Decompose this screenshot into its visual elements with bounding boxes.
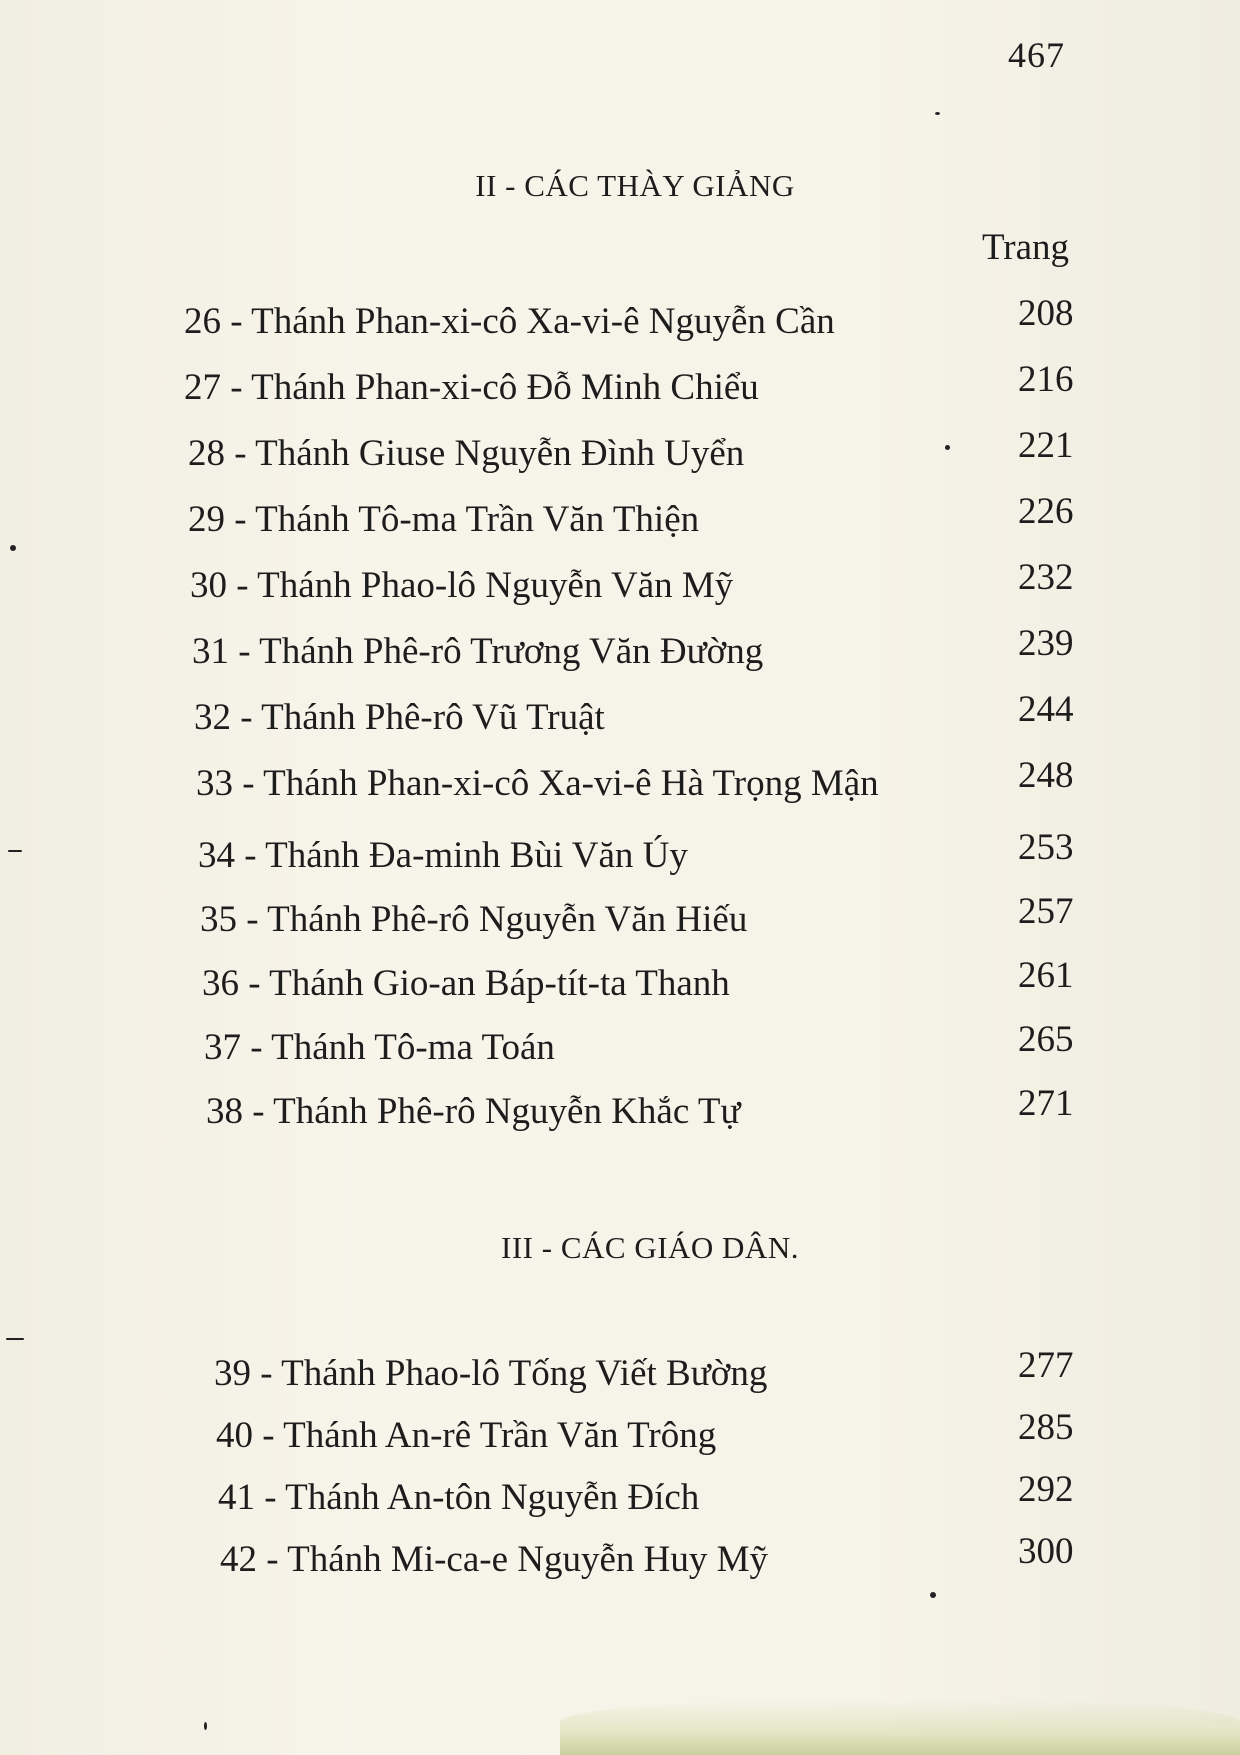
toc-entry-page: 261 [1018,955,1074,996]
toc-entry [0,491,1240,548]
toc-entry-page: 244 [1018,689,1074,730]
toc-entry-page: 208 [1018,293,1074,334]
toc-entry [0,623,1240,680]
toc-entry [0,891,1240,948]
page-column-header: Trang [982,227,1070,268]
toc-entry [0,955,1240,1012]
toc-entry-page: 277 [1018,1345,1074,1386]
toc-entry [0,1345,1240,1402]
toc-entry-title: 41 - Thánh An-tôn Nguyễn Đích [218,1477,700,1518]
toc-entry-title: 39 - Thánh Phao-lô Tống Viết Bường [214,1353,768,1394]
scan-speck [930,1592,936,1598]
scan-speck [945,445,950,450]
toc-entry [0,827,1240,884]
toc-entry-page: 239 [1018,623,1074,664]
toc-entry-title: 32 - Thánh Phê-rô Vũ Truật [194,697,605,738]
toc-entry [0,293,1240,350]
toc-entry-page: 221 [1018,425,1074,466]
toc-entry-page: 248 [1018,755,1074,796]
toc-entry-page: 300 [1018,1531,1074,1572]
toc-entry-page: 285 [1018,1407,1074,1448]
toc-entry [0,1469,1240,1526]
toc-entry [0,1019,1240,1076]
page-edge-shadow [560,1700,1240,1755]
scan-speck [10,545,16,551]
toc-entry [0,689,1240,746]
toc-entry-title: 35 - Thánh Phê-rô Nguyễn Văn Hiếu [200,899,748,940]
toc-entry-title: 29 - Thánh Tô-ma Trần Văn Thiện [188,499,700,540]
toc-entry-page: 232 [1018,557,1074,598]
toc-entry [0,1407,1240,1464]
scan-speck [8,850,22,852]
toc-entry-page: 265 [1018,1019,1074,1060]
toc-entry [0,755,1240,812]
toc-entry-title: 42 - Thánh Mi-ca-e Nguyễn Huy Mỹ [220,1539,769,1580]
page-number: 467 [1008,35,1065,75]
toc-entry-page: 292 [1018,1469,1074,1510]
toc-entry-title: 34 - Thánh Đa-minh Bùi Văn Úy [198,835,688,876]
toc-entry-title: 37 - Thánh Tô-ma Toán [204,1027,555,1068]
toc-entry-title: 38 - Thánh Phê-rô Nguyễn Khắc Tự [206,1091,741,1132]
toc-entry-page: 216 [1018,359,1074,400]
toc-entry-page: 226 [1018,491,1074,532]
toc-entry [0,359,1240,416]
scan-speck [935,112,940,115]
toc-entry-page: 271 [1018,1083,1074,1124]
toc-entry-title: 31 - Thánh Phê-rô Trương Văn Đường [192,631,764,672]
section-title-giao-dan: III - CÁC GIÁO DÂN. [501,1230,799,1265]
toc-entry-title: 28 - Thánh Giuse Nguyễn Đình Uyển [188,433,745,474]
scan-speck [6,1338,24,1340]
toc-entry [0,1083,1240,1140]
scan-speck [204,1722,207,1730]
section-title-thay-giang: II - CÁC THÀY GIẢNG [475,168,795,203]
toc-entry [0,1531,1240,1588]
toc-entry-title: 33 - Thánh Phan-xi-cô Xa-vi-ê Hà Trọng Mận [196,763,879,804]
toc-entry [0,425,1240,482]
toc-entry-title: 36 - Thánh Gio-an Báp-tít-ta Thanh [202,963,730,1004]
toc-entry-title: 27 - Thánh Phan-xi-cô Đỗ Minh Chiểu [184,367,759,408]
toc-entry-page: 257 [1018,891,1074,932]
toc-entry-title: 26 - Thánh Phan-xi-cô Xa-vi-ê Nguyễn Cần [184,301,835,342]
toc-entry-page: 253 [1018,827,1074,868]
toc-entry [0,557,1240,614]
toc-entry-title: 30 - Thánh Phao-lô Nguyễn Văn Mỹ [190,565,734,606]
toc-entry-title: 40 - Thánh An-rê Trần Văn Trông [216,1415,717,1456]
